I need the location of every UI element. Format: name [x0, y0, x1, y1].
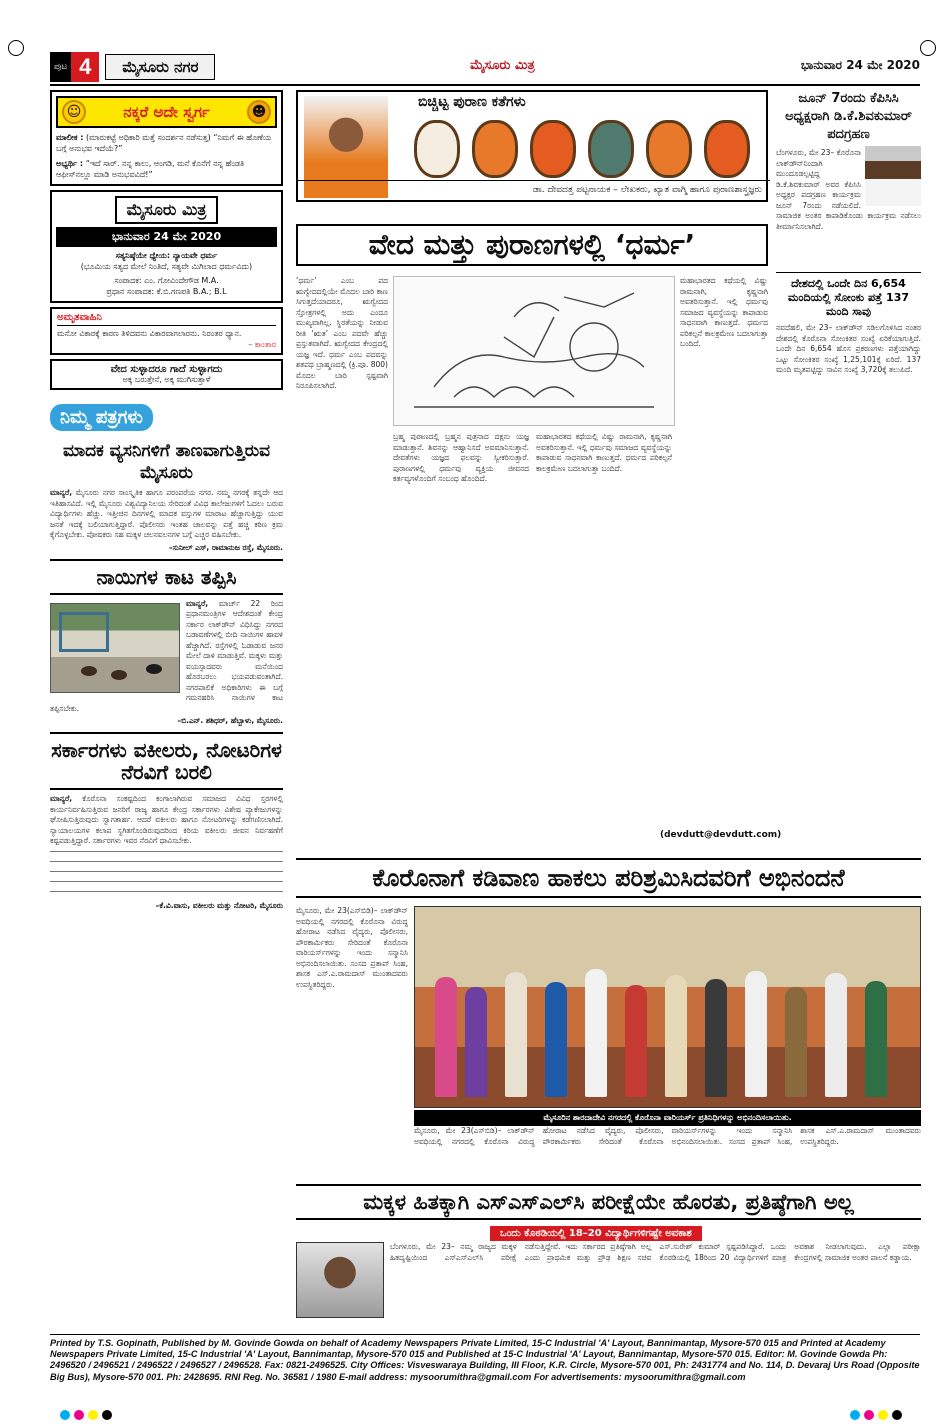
letters-header — [50, 400, 283, 434]
covid-count-body: ನವದೆಹಲಿ, ಮೇ 23– ಲಾಕ್‌ಡೌನ್ ಸಡಿಲಗೊಳಿಸಿದ ನಂತರ ದೇಶದಲ್ಲಿ ಕೊರೊನಾ ಸೋಂಕಿತರ ಸಂಖ್ಯೆ ಏರಿಕೆಯಾಗುತ್ತಿದೆ. ಒಂದೇ ದಿನ 6,654 ಹೊಸ ಪ್ರಕರಣಗಳು ಪತ್ತೆಯಾಗಿದ್ದು ಒಟ್ಟು ಸೋಂಕಿತರ ಸಂಖ್ಯೆ 1,25,101ಕ್ಕೆ ಏರಿದೆ. 137 ಮಂದಿ ಮೃತಪಟ್ಟಿದ್ದು ಸಾವಿನ ಸಂಖ್ಯೆ 3,720ಕ್ಕೆ ತಲುಪಿದೆ. — [776, 323, 921, 374]
joke-text: (ಮಾರುಕಟ್ಟೆ ಅಧಿಕಾರಿ ಮತ್ತೆ ಸಂದರ್ಶನ ನಡೆಸುತ್ತ) “ನಿಮಗೆ ಈ ಹೊಣೆಯ ಬಗ್ಗೆ ಅನುಭವ ಇದೆಯೆ?” — [56, 133, 272, 153]
paper-name: ಮೈಸೂರು ಮಿತ್ರ — [470, 58, 535, 73]
registration-mark — [920, 40, 936, 56]
speaker-label: ಅಭ್ಯರ್ಥಿ : — [56, 159, 84, 168]
page-number-box — [50, 52, 215, 82]
joke-line — [56, 158, 277, 180]
color-dot — [102, 1410, 112, 1420]
joke-text: “ಇದೆ ಸಾರ್. ನನ್ನ ಕಾಲು, ಆಂಗಡಿ, ಮನೆ ಕೊನೆಗೆ ನನ್ನ ಹೆಂಡತಿ ಆಫೀಸ್‌ನಲ್ಲೂ ಮಾಡಿ ಅನುಭವವಿದೆ!” — [56, 159, 245, 179]
page-number: 4 — [71, 52, 99, 82]
chariot-sketch — [393, 276, 675, 426]
dharma-headline: ವೇದ ಮತ್ತು ಪುರಾಣಗಳಲ್ಲಿ ‘ಧರ್ಮ’ — [296, 224, 768, 266]
chariot-illustration — [394, 277, 676, 427]
imprint-footer: Printed by T.S. Gopinath, Published by M. Govinde Gowda on behalf of Academy Newspapers Private Limited, 15-C Industrial 'A' Layout, Bannimantap, Mysore-570 015 and Printed at Academy Newspapers Private Limited, 15-C Industrial 'A' Layout, Bannimantap, Mysore-570 015 and Published at 15-C Industrial 'A' Layout, Bannimantap, Mysore-570 015. Editor: M. Govinde Gowda Ph: 2496520 / 2496521 / 2496522 / 2496527 / 2496528. Fax: 0821-2496525. City Offices: Visveswaraya Building, III Floor, K.R. Circle, Mysore-570 001, Ph: 2431774 and No. 114, D. Devaraj Urs Road (Opposite Big Bus), Mysore-570 001. Ph: 2428695. RNI Reg. No. 36581 / 1980 E-mail address: mysoorumithra@gmail.com For advertisements: mysoorumithra@gmail.com — [50, 1334, 920, 1383]
person-shape — [435, 977, 457, 1097]
letter-greeting: ಮಾನ್ಯರೆ, — [50, 794, 73, 803]
mask-icon — [414, 120, 460, 178]
text-lines-filler — [50, 851, 283, 892]
corona-body-continued: ಮೈಸೂರು, ಮೇ 23(ಎಸ್‌ಬಿಡಿ)– ಲಾಕ್‌ಡೌನ್ ಅವಧಿಯಲ್ಲಿ ನಗರದಲ್ಲಿ ಕೊರೊನಾ ವಿರುದ್ಧ ಹೋರಾಟ ನಡೆಸಿದ ವೈದ್ಯರು, ಪೊಲೀಸರು, ಪೌರಕಾರ್ಮಿಕರು ಸೇರಿದಂತೆ ಕೊರೊನಾ ವಾರಿಯರ್ಸ್‌ಗಳನ್ನು ಇಂದು ಸನ್ಮಾನಿಸಿ ಅಭಿನಂದಿಸಲಾಯಿತು. ಸಂಸದ ಪ್ರತಾಪ್ ಸಿಂಹ, ಶಾಸಕ ಎಸ್.ಎ.ರಾಮದಾಸ್ ಮುಂತಾದವರು ಉಪಸ್ಥಿತರಿದ್ದರು. — [414, 1126, 921, 1146]
proverb-box — [50, 359, 283, 390]
registration-mark — [8, 40, 24, 56]
letter-text: ಮೈಸೂರು ನಗರ ಸಾಂಸ್ಕೃತಿಕ ಹಾಗೂ ಪರಂಪರೆಯ ನಗರ. ನಮ್ಮ ನಗರಕ್ಕೆ ತನ್ನದೇ ಆದ ಇತಿಹಾಸವಿದೆ. ಇಲ್ಲಿ ಮೈಸೂರು ವಿಶ್ವವಿದ್ಯಾನಿಲಯ ಸೇರಿದಂತೆ ವಿವಿಧ ಕಾಲೇಜುಗಳಿಗೆ ಓದಲು ಬರುವ ವಿದ್ಯಾರ್ಥಿಗಳು ಹೆಚ್ಚು. ಇತ್ತೀಚಿನ ದಿನಗಳಲ್ಲಿ ಮಾದಕ ವಸ್ತುಗಳ ಮಾರಾಟ ಹೆಚ್ಚಾಗುತ್ತಿದ್ದು ಯುವ ಜನತೆ ಇದಕ್ಕೆ ಬಲಿಯಾಗುತ್ತಿದ್ದಾರೆ. ಪೊಲೀಸರು ಇಂತಹ ಜಾಲವನ್ನು ಪತ್ತೆ ಹಚ್ಚಿ ಕಠಿಣ ಕ್ರಮ ಕೈಗೊಳ್ಳಬೇಕು. ಪೋಷಕರು ಸಹ ಮಕ್ಕಳ ಚಲನವಲನಗಳ ಬಗ್ಗೆ ಎಚ್ಚರ ವಹಿಸಬೇಕು. — [50, 488, 283, 539]
dharma-column-2: ಬ್ರಹ್ಮ ಪುರಾಣದಲ್ಲಿ ಬ್ರಹ್ಮನ ಪುತ್ರನಾದ ದಕ್ಷನು ಯಜ್ಞ ಮಾಡುತ್ತಾನೆ. ಶಿವನನ್ನು ಆಹ್ವಾನಿಸದೆ ಅವಮಾನಿಸುತ್ತಾನೆ. ದೇವತೆಗಳು ಯಜ್ಞದ ಫಲವನ್ನು ಸ್ವೀಕರಿಸುತ್ತಾರೆ. ಪುರಾಣಗಳಲ್ಲಿ ಧರ್ಮವು ವ್ಯಕ್ತಿಯ ಜೀವನದ ಕರ್ತವ್ಯಗಳೊಂದಿಗೆ ಸಂಬಂಧ ಹೊಂದಿದೆ. — [393, 432, 529, 483]
amrutavahini-title: ಅಮೃತವಾಹಿನಿ — [57, 312, 276, 326]
letter-text: ಮಾರ್ಚ್ 22 ರಿಂದ ಪ್ರಧಾನಮಂತ್ರಿಗಳ ಆದೇಶದಂತೆ ಕೇಂದ್ರ ಸರ್ಕಾರ ಲಾಕ್‌ಡೌನ್ ವಿಧಿಸಿದ್ದು ನಗರದ ಬಡಾವಣೆಗಳಲ್ಲಿ ಬೀದಿ ನಾಯಿಗಳ ಹಾವಳಿ ಹೆಚ್ಚಾಗಿದೆ. ರಸ್ತೆಗಳಲ್ಲಿ ಓಡಾಡುವ ಜನರ ಮೇಲೆ ದಾಳಿ ಮಾಡುತ್ತಿವೆ. ಮಕ್ಕಳು ಮತ್ತು ವಯಸ್ಸಾದವರು ಮನೆಯಿಂದ ಹೊರಬರಲು ಭಯಪಡುವಂತಾಗಿದೆ. ನಗರಪಾಲಿಕೆ ಅಧಿಕಾರಿಗಳು ಈ ಬಗ್ಗೆ ಗಮನಹರಿಸಿ ನಾಯಿಗಳ ಕಾಟ ತಪ್ಪಿಸಬೇಕು. — [50, 598, 283, 713]
color-dot — [88, 1410, 98, 1420]
person-shape — [745, 971, 767, 1097]
stray-dogs-photo — [50, 603, 180, 693]
covid-count-headline: ದೇಶದಲ್ಲಿ ಒಂದೇ ದಿನ 6,654 ಮಂದಿಯಲ್ಲಿ ಸೋಂಕು ಪತ್ತೆ 137 ಮಂದಿ ಸಾವು — [776, 272, 921, 319]
letter-greeting: ಮಾನ್ಯರೆ, — [50, 488, 73, 497]
amrutavahini-author: – ಕಾಂತಾರ — [248, 340, 276, 349]
color-dot — [60, 1410, 70, 1420]
kpcc-body: ಬೆಂಗಳೂರು, ಮೇ 23– ಕೊರೊನಾ ಲಾಕ್‌ಡೌನ್‌ನಿಂದಾಗಿ ಮುಂದೂಡಲ್ಪಟ್ಟಿದ್ದ ಡಿ.ಕೆ.ಶಿವಕುಮಾರ್ ಅವರ ಕೆಪಿಸಿಸಿ ಅಧ್ಯಕ್ಷರ ಪದಗ್ರಹಣ ಕಾರ್ಯಕ್ರಮ ಜೂನ್ 7ರಂದು ನಡೆಯಲಿದೆ. ಸಾಮಾಜಿಕ ಅಂತರ ಕಾಪಾಡಿಕೊಂಡು ಕಾರ್ಯಕ್ರಮ ನಡೆಸಲು ತೀರ್ಮಾನಿಸಲಾಗಿದೆ. — [776, 148, 921, 231]
dk-shivakumar-photo — [865, 146, 921, 206]
mask-icon — [704, 120, 750, 178]
kpcc-headline: ಜೂನ್ 7ರಂದು ಕೆಪಿಸಿಸಿ ಅಧ್ಯಕ್ಷರಾಗಿ ಡಿ.ಕೆ.ಶಿವಕುಮಾರ್ ಪದಗ್ರಹಣ — [785, 91, 912, 142]
letter-text: ಕೊರೊನಾ ಸಂಕಷ್ಟದಿಂದ ಕಂಗಾಲಾಗಿರುವ ಸಮಾಜದ ವಿವಿಧ ಸ್ತರಗಳಲ್ಲಿ ಕಾರ್ಯನಿರ್ವಹಿಸುತ್ತಿರುವ ಜನರಿಗೆ ರಾಜ್ಯ ಹಾಗೂ ಕೇಂದ್ರ ಸರ್ಕಾರಗಳು ವಿಶೇಷ ಪ್ಯಾಕೇಜುಗಳನ್ನು ಘೋಷಿಸುತ್ತಿರುವುದು ಸ್ವಾಗತಾರ್ಹ. ಆದರೆ ವಕೀಲರು ಹಾಗೂ ನೋಟರಿಗಳನ್ನು ಕಡೆಗಣಿಸಲಾಗಿದೆ. ನ್ಯಾಯಾಲಯಗಳ ಕಲಾಪ ಸ್ಥಗಿತಗೊಂಡಿರುವುದರಿಂದ ಕಿರಿಯ ವಕೀಲರು ಜೀವನ ನಿರ್ವಹಣೆಗೆ ಕಷ್ಟಪಡುತ್ತಿದ್ದಾರೆ. ಸರ್ಕಾರಗಳು ಇವರ ನೆರವಿಗೆ ಧಾವಿಸಬೇಕು. — [50, 794, 283, 845]
letters-badge: ನಿಮ್ಮ ಪತ್ರಗಳು — [50, 404, 153, 431]
minister-photo — [296, 1242, 384, 1318]
myth-series-title: ಬಿಚ್ಚಿಟ್ಟ ಪುರಾಣ ಕತೆಗಳು — [418, 94, 526, 110]
letter-3-signature: –ಕೆ.ವಿ.ವಾಸು, ವಕೀಲರು ಮತ್ತು ನೋಟರಿ, ಮೈಸೂರು — [155, 900, 283, 910]
right-column — [776, 90, 921, 376]
joke-box — [50, 90, 283, 186]
photo-caption: ಮೈಸೂರಿನ ಶಾರದಾದೇವಿ ನಗರದಲ್ಲಿ ಕೊರೊನಾ ವಾರಿಯರ್ಸ್ ಪ್ರತಿನಿಧಿಗಳನ್ನು ಅಭಿನಂದಿಸಲಾಯಿತು. — [414, 1110, 921, 1126]
person-shape — [865, 981, 887, 1097]
sslc-headline: ಮಕ್ಕಳ ಹಿತಕ್ಕಾಗಿ ಎಸ್‌ಎಸ್‌ಎಲ್‌ಸಿ ಪರೀಕ್ಷೆಯೇ ಹೊರತು, ಪ್ರತಿಷ್ಠೆಗಾಗಿ ಅಲ್ಲ — [296, 1184, 921, 1220]
person-shape — [545, 982, 567, 1097]
mask-icon — [646, 120, 692, 178]
mask-icon — [472, 120, 518, 178]
paper-info-block — [50, 190, 283, 303]
joke-title: ನಕ್ಕರೆ ಅದೇ ಸ್ವರ್ಗ — [123, 103, 210, 121]
color-dot — [864, 1410, 874, 1420]
person-shape — [785, 987, 807, 1097]
issue-date: ಭಾನುವಾರ 24 ಮೇ 2020 — [800, 58, 920, 72]
proverb-subtitle: ಅಕ್ಕ ಬರುತ್ತೇನೆ, ಅಕ್ಕ ಮುಗಿಸುತ್ತಾಳೆ — [122, 375, 211, 384]
proverb-title: ವೇದ ಸುಳ್ಳಾದರೂ ಗಾದೆ ಸುಳ್ಳಾಗದು — [110, 364, 223, 375]
dharma-column-3: ಮಹಾಭಾರತದ ಕಥೆಯಲ್ಲಿ ವಿಷ್ಣು ರಾಮನಾಗಿ, ಕೃಷ್ಣನಾಗಿ ಅವತರಿಸುತ್ತಾನೆ. ಇಲ್ಲಿ ಧರ್ಮವು ಸಮಾಜದ ವ್ಯವಸ್ಥೆಯನ್ನು ಕಾಪಾಡುವ ಸಾಧನವಾಗಿ ಕಾಣುತ್ತದೆ. ಧರ್ಮದ ಪರಿಕಲ್ಪನೆ ಕಾಲಕ್ರಮೇಣ ಬದಲಾಗುತ್ತಾ ಬಂದಿದೆ. — [680, 276, 768, 348]
author-email: (devdutt@devdutt.com) — [660, 830, 782, 840]
amrutavahini-box — [50, 307, 283, 355]
sslc-body: ಬೆಂಗಳೂರು, ಮೇ 23– ನಮ್ಮ ರಾಜ್ಯದ ಮಕ್ಕಳ ಹಿತದೃಷ್ಟಿಯಿಂದ ಎಸ್‌ಎಸ್‌ಎಲ್‌ಸಿ ಪರೀಕ್ಷೆ ನಡೆಸುತ್ತಿದ್ದೇವೆ. ಇದು ಸರ್ಕಾರದ ಪ್ರತಿಷ್ಠೆಗಾಗಿ ಅಲ್ಲ ಎಂದು ಪ್ರಾಥಮಿಕ ಮತ್ತು ಪ್ರೌಢ ಶಿಕ್ಷಣ ಸಚಿವ ಎಸ್.ಸುರೇಶ್ ಕುಮಾರ್ ಸ್ಪಷ್ಟಪಡಿಸಿದ್ದಾರೆ. ಒಂದು ಕೊಠಡಿಯಲ್ಲಿ 18ರಿಂದ 20 ವಿದ್ಯಾರ್ಥಿಗಳಿಗೆ ಮಾತ್ರ ಅವಕಾಶ ನೀಡಲಾಗುವುದು. ಎಲ್ಲಾ ಪರೀಕ್ಷಾ ಕೇಂದ್ರಗಳಲ್ಲಿ ಸಾಮಾಜಿಕ ಅಂತರ ಪಾಲನೆ ಕಡ್ಡಾಯ. — [390, 1242, 921, 1262]
dharma-column-2b: ಮಹಾಭಾರತದ ಕಥೆಯಲ್ಲಿ ವಿಷ್ಣು ರಾಮನಾಗಿ, ಕೃಷ್ಣನಾಗಿ ಅವತರಿಸುತ್ತಾನೆ. ಇಲ್ಲಿ ಧರ್ಮವು ಸಮಾಜದ ವ್ಯವಸ್ಥೆಯನ್ನು ಕಾಪಾಡುವ ಸಾಧನವಾಗಿ ಕಾಣುತ್ತದೆ. ಧರ್ಮದ ಪರಿಕಲ್ಪನೆ ಕಾಲಕ್ರಮೇಣ ಬದಲಾಗುತ್ತಾ ಬಂದಿದೆ. — [536, 432, 672, 473]
color-dot — [850, 1410, 860, 1420]
letter-1-signature: –ಸುನೀಲ್ ಎಸ್, ರಾಮಾನುಜ ರಸ್ತೆ, ಮೈಸೂರು. — [168, 542, 283, 552]
letter-greeting: ಮಾನ್ಯರೆ, — [186, 598, 209, 608]
laughing-face-icon: ☺ — [62, 100, 86, 124]
person-shape — [465, 987, 487, 1097]
person-shape — [505, 972, 527, 1097]
color-dot — [74, 1410, 84, 1420]
left-column — [50, 90, 283, 911]
letter-2-title: ನಾಯಿಗಳ ಕಾಟ ತಪ್ಪಿಸಿ — [50, 559, 283, 595]
section-name: ಮೈಸೂರು ನಗರ — [105, 54, 215, 80]
myth-series-banner — [296, 90, 768, 202]
masthead — [50, 50, 920, 86]
mask-icon — [588, 120, 634, 178]
speaker-label: ಮಾಲೀಕ : — [56, 133, 84, 142]
joke-header — [56, 96, 277, 128]
gate-shape — [59, 612, 109, 652]
dharma-column-1: ‘ಧರ್ಮ’ ಎಂಬ ಪದ ಋಗ್ವೇದದಲ್ಲಿಯೇ ಮೊದಲ ಬಾರಿ ಕಾಣ ಸಿಗುತ್ತದೆಯಾದರೂ, ಋಗ್ವೇದದ ಸ್ತೋತ್ರಗಳಲ್ಲಿ ಅದು ಎಂದೂ ಮುಖ್ಯವಾಗಿಲ್ಲ. ಸ್ಥಿರತೆಯನ್ನು ನೀಡುವ ರೀತಿ ‘ಋತ’ ಎಂಬ ಪದವೇ ಹೆಚ್ಚು ಪ್ರಸ್ತುತವಾಗಿದೆ. ಋಗ್ವೇದದ ಕೇಂದ್ರದಲ್ಲಿ ಯಜ್ಞ ಇದೆ. ಧರ್ಮ ಎಂಬ ಪದವನ್ನು ಶತಪಥ ಬ್ರಾಹ್ಮಣದಲ್ಲಿ (ಕ್ರಿ.ಪೂ. 800) ಮೊದಲ ಬಾರಿ ಸ್ಪಷ್ಟವಾಗಿ ನಿರೂಪಿಸಲಾಗಿದೆ. — [296, 276, 388, 390]
person-shape — [585, 969, 607, 1097]
letter-2-body — [50, 599, 283, 715]
paper-tagline-2: (ಭೂಮಿಯ ಸತ್ಯದ ಮೇಲೆ ನಿಂತಿದೆ, ಸತ್ಯವೇ ಮಿಗಿಲಾದ ಧರ್ಮವಿದು) — [80, 262, 253, 271]
dog-shape — [81, 666, 97, 676]
person-shape — [825, 973, 847, 1097]
corona-body: ಮೈಸೂರು, ಮೇ 23(ಎಸ್‌ಬಿಡಿ)– ಲಾಕ್‌ಡೌನ್ ಅವಧಿಯಲ್ಲಿ ನಗರದಲ್ಲಿ ಕೊರೊನಾ ವಿರುದ್ಧ ಹೋರಾಟ ನಡೆಸಿದ ವೈದ್ಯರು, ಪೊಲೀಸರು, ಪೌರಕಾರ್ಮಿಕರು ಸೇರಿದಂತೆ ಕೊರೊನಾ ವಾರಿಯರ್ಸ್‌ಗಳನ್ನು ಇಂದು ಸನ್ಮಾನಿಸಿ ಅಭಿನಂದಿಸಲಾಯಿತು. ಸಂಸದ ಪ್ರತಾಪ್ ಸಿಂಹ, ಶಾಸಕ ಎಸ್.ಎ.ರಾಮದಾಸ್ ಮುಂತಾದವರು ಉಪಸ್ಥಿತರಿದ್ದರು. — [296, 906, 408, 989]
paper-date-bar: ಭಾನುವಾರ 24 ಮೇ 2020 — [56, 227, 277, 247]
person-shape — [625, 985, 647, 1097]
person-shape — [705, 979, 727, 1097]
paper-editor: ಸಂಪಾದಕ: ಎಂ. ಗೋವಿಂದೇಗೌಡ M.A. — [114, 276, 219, 285]
paper-chief-editor: ಪ್ರಧಾನ ಸಂಪಾದಕ: ಕೆ.ಬಿ.ಗಣಪತಿ B.A.; B.L — [106, 287, 227, 296]
letter-3-title: ಸರ್ಕಾರಗಳು ವಕೀಲರು, ನೋಟರಿಗಳ ನೆರವಿಗೆ ಬರಲಿ — [50, 732, 283, 790]
corona-headline: ಕೊರೊನಾಗೆ ಕಡಿವಾಣ ಹಾಕಲು ಪರಿಶ್ರಮಿಸಿದವರಿಗೆ ಅಭಿನಂದನೆ — [296, 858, 921, 898]
sslc-subheadline: ಒಂದು ಕೊಠಡಿಯಲ್ಲಿ 18–20 ವಿದ್ಯಾರ್ಥಿಗಳಿಗಷ್ಟೇ ಅವಕಾಶ — [490, 1226, 702, 1241]
joke-line — [56, 132, 277, 154]
author-byline: ಡಾ. ದೇವದತ್ತ ಪಟ್ಟನಾಯಕ – ಲೇಖಕರು, ಖ್ಯಾತ ವಾಗ್ಮಿ ಹಾಗೂ ಪುರಾಣಶಾಸ್ತ್ರಜ್ಞರು — [298, 180, 770, 200]
felicitation-photo — [414, 906, 921, 1108]
dog-shape — [146, 664, 162, 674]
paper-logo: ಮೈಸೂರು ಮಿತ್ರ — [115, 196, 219, 224]
amrutavahini-text: ಮನೋ ವಿಕಾರಕ್ಕೆ ಕಾರಣ ತಿಳಿದವನು ವಿಕಾರವಾಗಲಾರನು. ನಿರಂತರ ಧ್ಯಾನ. — [57, 329, 242, 338]
letter-1-body — [50, 488, 283, 541]
mask-icon — [530, 120, 576, 178]
letter-1-title: ಮಾದಕ ವ್ಯಸನಿಗಳಿಗೆ ತಾಣವಾಗುತ್ತಿರುವ ಮೈಸೂರು — [62, 441, 271, 483]
page-tag: ಪುಟ — [50, 52, 71, 82]
dog-shape — [111, 670, 127, 680]
person-shape — [665, 975, 687, 1097]
color-dot — [878, 1410, 888, 1420]
paper-tagline: ಸತ್ಯನಿಷ್ಠೆಯೇ ಧ್ಯೇಯ: ನ್ಯಾಯವೇ ಧರ್ಮ — [115, 251, 218, 260]
cartoon-icon: ☻ — [247, 100, 271, 124]
letter-3-body — [50, 794, 283, 847]
letter-2-signature: –ಬಿ.ಎನ್. ಶಶಿಧರ್, ಹೆಬ್ಬಾಳು, ಮೈಸೂರು. — [177, 716, 283, 725]
color-dot — [892, 1410, 902, 1420]
